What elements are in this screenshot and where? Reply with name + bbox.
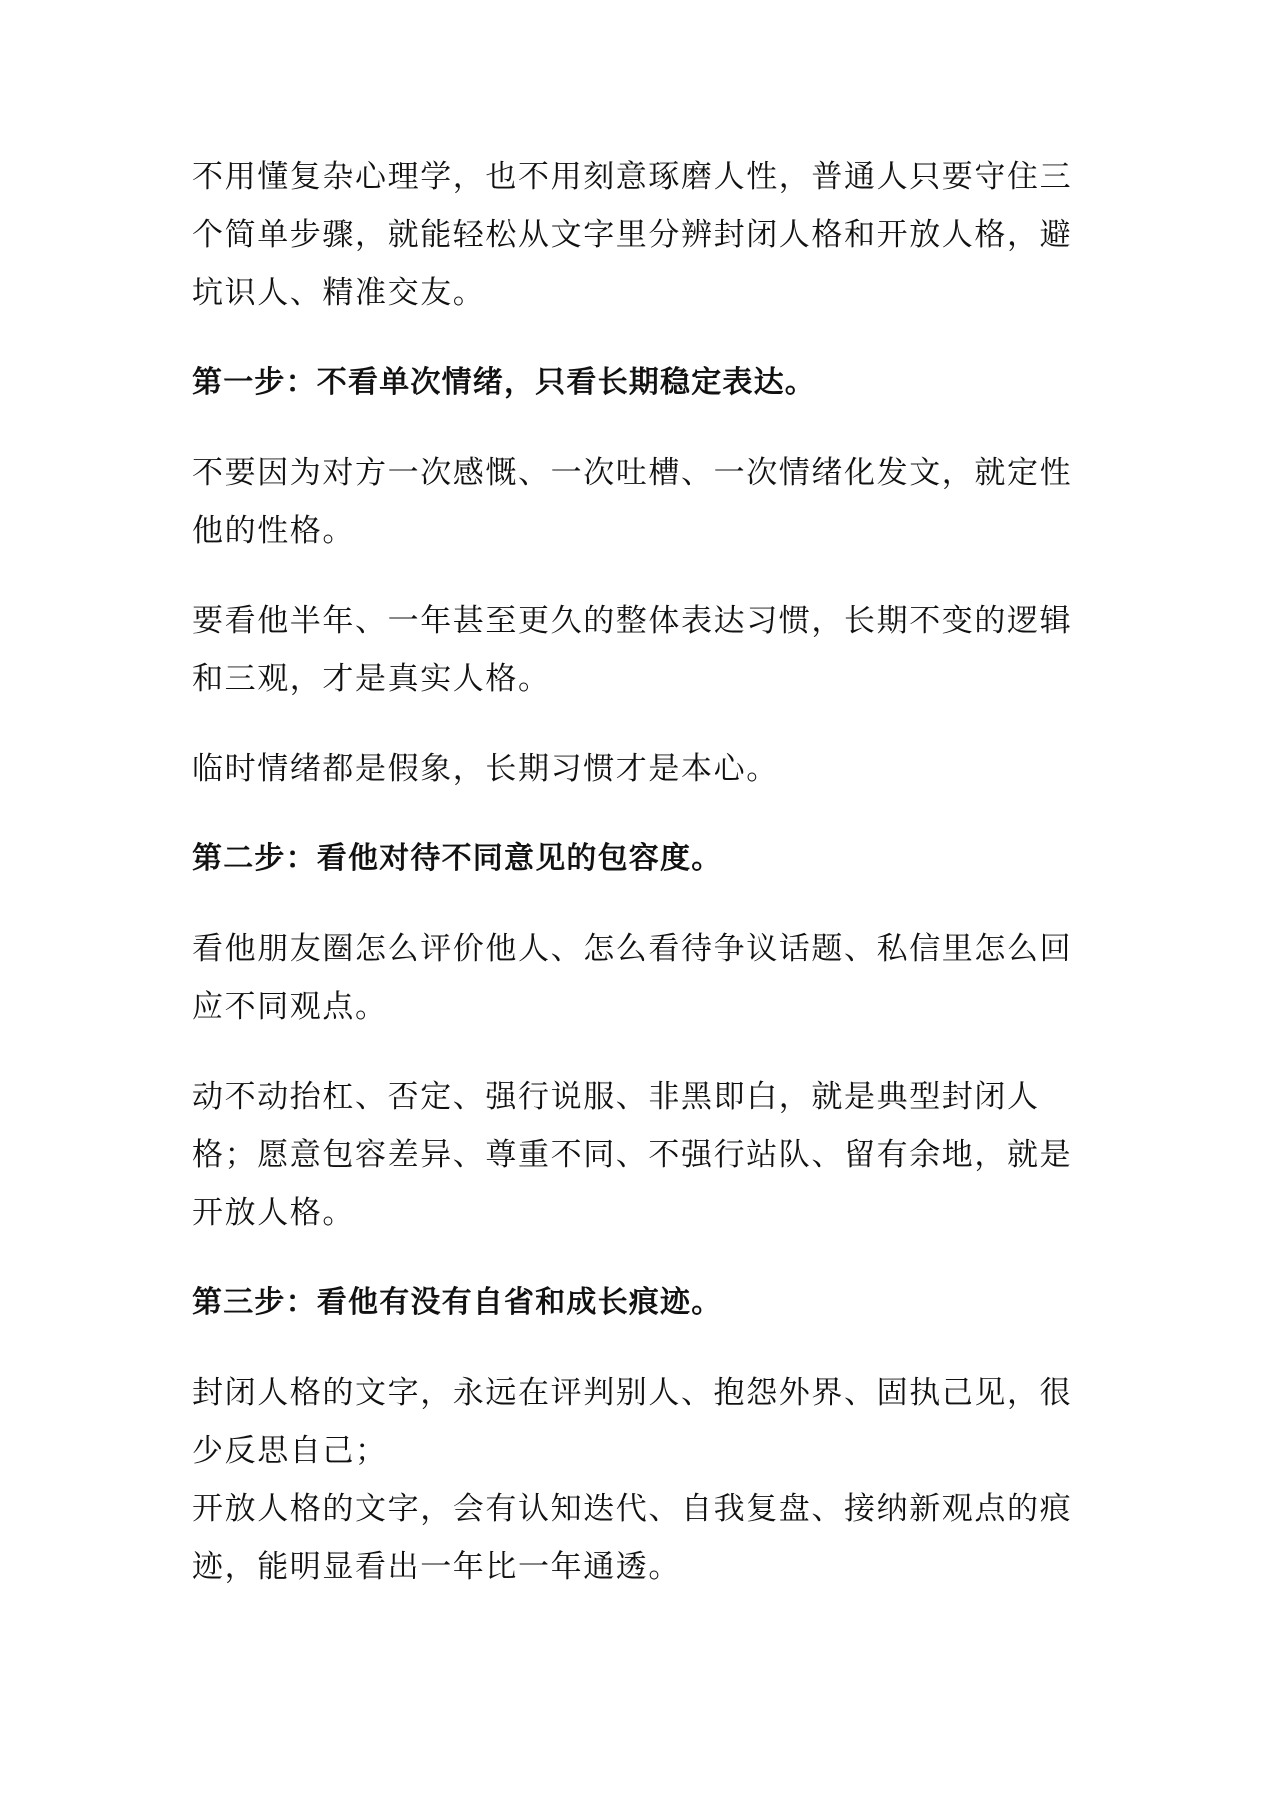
step3-heading: 第三步：看他有没有自省和成长痕迹。: [192, 1285, 723, 1320]
article-body: [192, 148, 1082, 1628]
step1-paragraph-1: 不要因为对方一次感慨、一次吐槽、一次情绪化发文，就定性他的性格。: [192, 455, 1073, 549]
step2-paragraph-2: 动不动抬杠、否定、强行说服、非黑即白，就是典型封闭人格；愿意包容差异、尊重不同、不强行站队、留有余地，就是开放人格。: [192, 1079, 1073, 1231]
step1-paragraph-2: 要看他半年、一年甚至更久的整体表达习惯，长期不变的逻辑和三观，才是真实人格。: [192, 603, 1073, 697]
step3-paragraph-1: 封闭人格的文字，永远在评判别人、抱怨外界、固执己见，很少反思自己；: [192, 1375, 1073, 1469]
intro-paragraph: 不用懂复杂心理学，也不用刻意琢磨人性，普通人只要守住三个简单步骤，就能轻松从文字里分辨封闭人格和开放人格，避坑识人、精准交友。: [192, 159, 1073, 311]
step3-paragraph-2: 开放人格的文字，会有认知迭代、自我复盘、接纳新观点的痕迹，能明显看出一年比一年通透。: [192, 1491, 1073, 1585]
step2-paragraph-1: 看他朋友圈怎么评价他人、怎么看待争议话题、私信里怎么回应不同观点。: [192, 931, 1073, 1025]
step1-paragraph-3: 临时情绪都是假象，长期习惯才是本心。: [192, 751, 779, 787]
step1-heading: 第一步：不看单次情绪，只看长期稳定表达。: [192, 365, 816, 400]
step2-heading: 第二步：看他对待不同意见的包容度。: [192, 841, 723, 876]
